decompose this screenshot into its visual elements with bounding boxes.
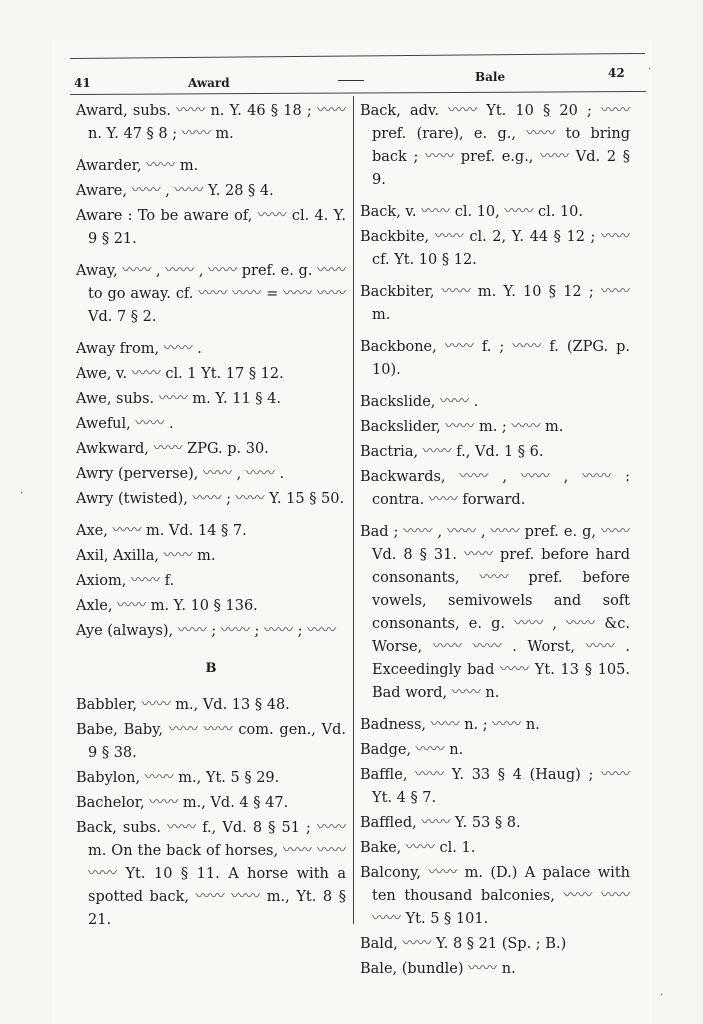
- dictionary-entry: Bake, 〰〰 cl. 1.: [360, 840, 476, 856]
- right-column: [360, 100, 630, 983]
- dictionary-entry: Aware : To be aware of, 〰〰 cl. 4. Y. 9 § 21.: [76, 208, 346, 247]
- dictionary-entry: Away, 〰〰 , 〰〰 , 〰〰 pref. e. g. 〰〰 to go away. cf. 〰〰 〰〰 = 〰〰 〰〰 Vd. 7 § 2.: [76, 263, 346, 325]
- running-headword-right: Bale: [475, 70, 506, 84]
- dictionary-entry: Bad ; 〰〰 , 〰〰 , 〰〰 pref. e. g, 〰〰 Vd. 8 § 31. 〰〰 pref. before hard consonants, 〰〰 pref. before vowels, semivowels and soft consonants, e. g. 〰〰 , 〰〰 &c. Worse, 〰〰 〰〰 . Worst, 〰〰 . Exceedingly bad 〰〰 Yt. 13 § 105. Bad word, 〰〰 n.: [360, 524, 630, 701]
- dictionary-entry: Away from, 〰〰 .: [76, 341, 202, 357]
- running-headword-left: Award: [188, 76, 230, 90]
- dictionary-entry: Awry (perverse), 〰〰 , 〰〰 .: [76, 466, 285, 482]
- header-dash: [338, 80, 364, 81]
- page-number-right: 42: [608, 66, 625, 80]
- dictionary-entry: Bald, 〰〰 Y. 8 § 21 (Sp. ; B.): [360, 936, 567, 952]
- running-header: [70, 66, 642, 88]
- dictionary-entry: Backbone, 〰〰 f. ; 〰〰 f. (ZPG. p. 10).: [360, 339, 630, 378]
- dictionary-entry: Backbiter, 〰〰 m. Y. 10 § 12 ; 〰〰 m.: [360, 284, 630, 323]
- dictionary-entry: Axiom, 〰〰 f.: [76, 573, 175, 589]
- dictionary-entry: Awkward, 〰〰 ZPG. p. 30.: [76, 441, 269, 457]
- dictionary-entry: Backwards, 〰〰 , 〰〰 , 〰〰 : contra. 〰〰 forward.: [360, 469, 630, 508]
- dictionary-entry: Backslide, 〰〰 .: [360, 394, 479, 410]
- dictionary-entry: Babbler, 〰〰 m., Vd. 13 § 48.: [76, 697, 290, 713]
- dictionary-entry: Babylon, 〰〰 m., Yt. 5 § 29.: [76, 770, 280, 786]
- dictionary-entry: Back, v. 〰〰 cl. 10, 〰〰 cl. 10.: [360, 204, 584, 220]
- dictionary-entry: Baffled, 〰〰 Y. 53 § 8.: [360, 815, 521, 831]
- scan-speck: ·: [660, 990, 664, 1001]
- dictionary-entry: Baffle, 〰〰 Y. 33 § 4 (Haug) ; 〰〰 Yt. 4 § 7.: [360, 767, 630, 806]
- scan-speck: ·: [20, 488, 24, 499]
- left-column: [76, 100, 346, 934]
- dictionary-entry: Awe, v. 〰〰 cl. 1 Yt. 17 § 12.: [76, 366, 284, 382]
- dictionary-entry: Babe, Baby, 〰〰 〰〰 com. gen., Vd. 9 § 38.: [76, 722, 346, 761]
- scan-speck: ·: [648, 64, 652, 75]
- dictionary-entry: Back, adv. 〰〰 Yt. 10 § 20 ; 〰〰 pref. (rare), e. g., 〰〰 to bring back ; 〰〰 pref. e.g., 〰〰 Vd. 2 § 9.: [360, 103, 630, 188]
- dictionary-entry: Axle, 〰〰 m. Y. 10 § 136.: [76, 598, 258, 614]
- section-letter-heading: B: [205, 661, 217, 676]
- dictionary-entry: Back, subs. 〰〰 f., Vd. 8 § 51 ; 〰〰 m. On the back of horses, 〰〰 〰〰 〰〰 Yt. 10 § 11. A horse with a spotted back, 〰〰 〰〰 m., Yt. 8 § 21.: [76, 820, 346, 928]
- page-number-left: 41: [74, 76, 91, 90]
- dictionary-entry: Badness, 〰〰 n. ; 〰〰 n.: [360, 717, 540, 733]
- dictionary-entry: Bale, (bundle) 〰〰 n.: [360, 961, 516, 977]
- dictionary-entry: Bachelor, 〰〰 m., Vd. 4 § 47.: [76, 795, 289, 811]
- dictionary-entry: Axe, 〰〰 m. Vd. 14 § 7.: [76, 523, 247, 539]
- dictionary-entry: Axil, Axilla, 〰〰 m.: [76, 548, 216, 564]
- dictionary-entry: Aye (always), 〰〰 ; 〰〰 ; 〰〰 ; 〰〰: [76, 623, 337, 639]
- dictionary-entry: Awry (twisted), 〰〰 ; 〰〰 Y. 15 § 50.: [76, 491, 345, 507]
- dictionary-entry: Badge, 〰〰 n.: [360, 742, 464, 758]
- dictionary-entry: Backbite, 〰〰 cl. 2, Y. 44 § 12 ; 〰〰 cf. Yt. 10 § 12.: [360, 229, 630, 268]
- dictionary-entry: Balcony, 〰〰 m. (D.) A palace with ten thousand balconies, 〰〰 〰〰 〰〰 Yt. 5 § 101.: [360, 865, 630, 927]
- dictionary-entry: Bactria, 〰〰 f., Vd. 1 § 6.: [360, 444, 544, 460]
- dictionary-entry: Aweful, 〰〰 .: [76, 416, 174, 432]
- dictionary-entry: Awarder, 〰〰 m.: [76, 158, 199, 174]
- dictionary-entry: Aware, 〰〰 , 〰〰 Y. 28 § 4.: [76, 183, 274, 199]
- dictionary-entry: Awe, subs. 〰〰 m. Y. 11 § 4.: [76, 391, 282, 407]
- dictionary-entry: Backslider, 〰〰 m. ; 〰〰 m.: [360, 419, 564, 435]
- column-divider: [353, 96, 354, 924]
- dictionary-entry: Award, subs. 〰〰 n. Y. 46 § 18 ; 〰〰 n. Y. 47 § 8 ; 〰〰 m.: [76, 103, 346, 142]
